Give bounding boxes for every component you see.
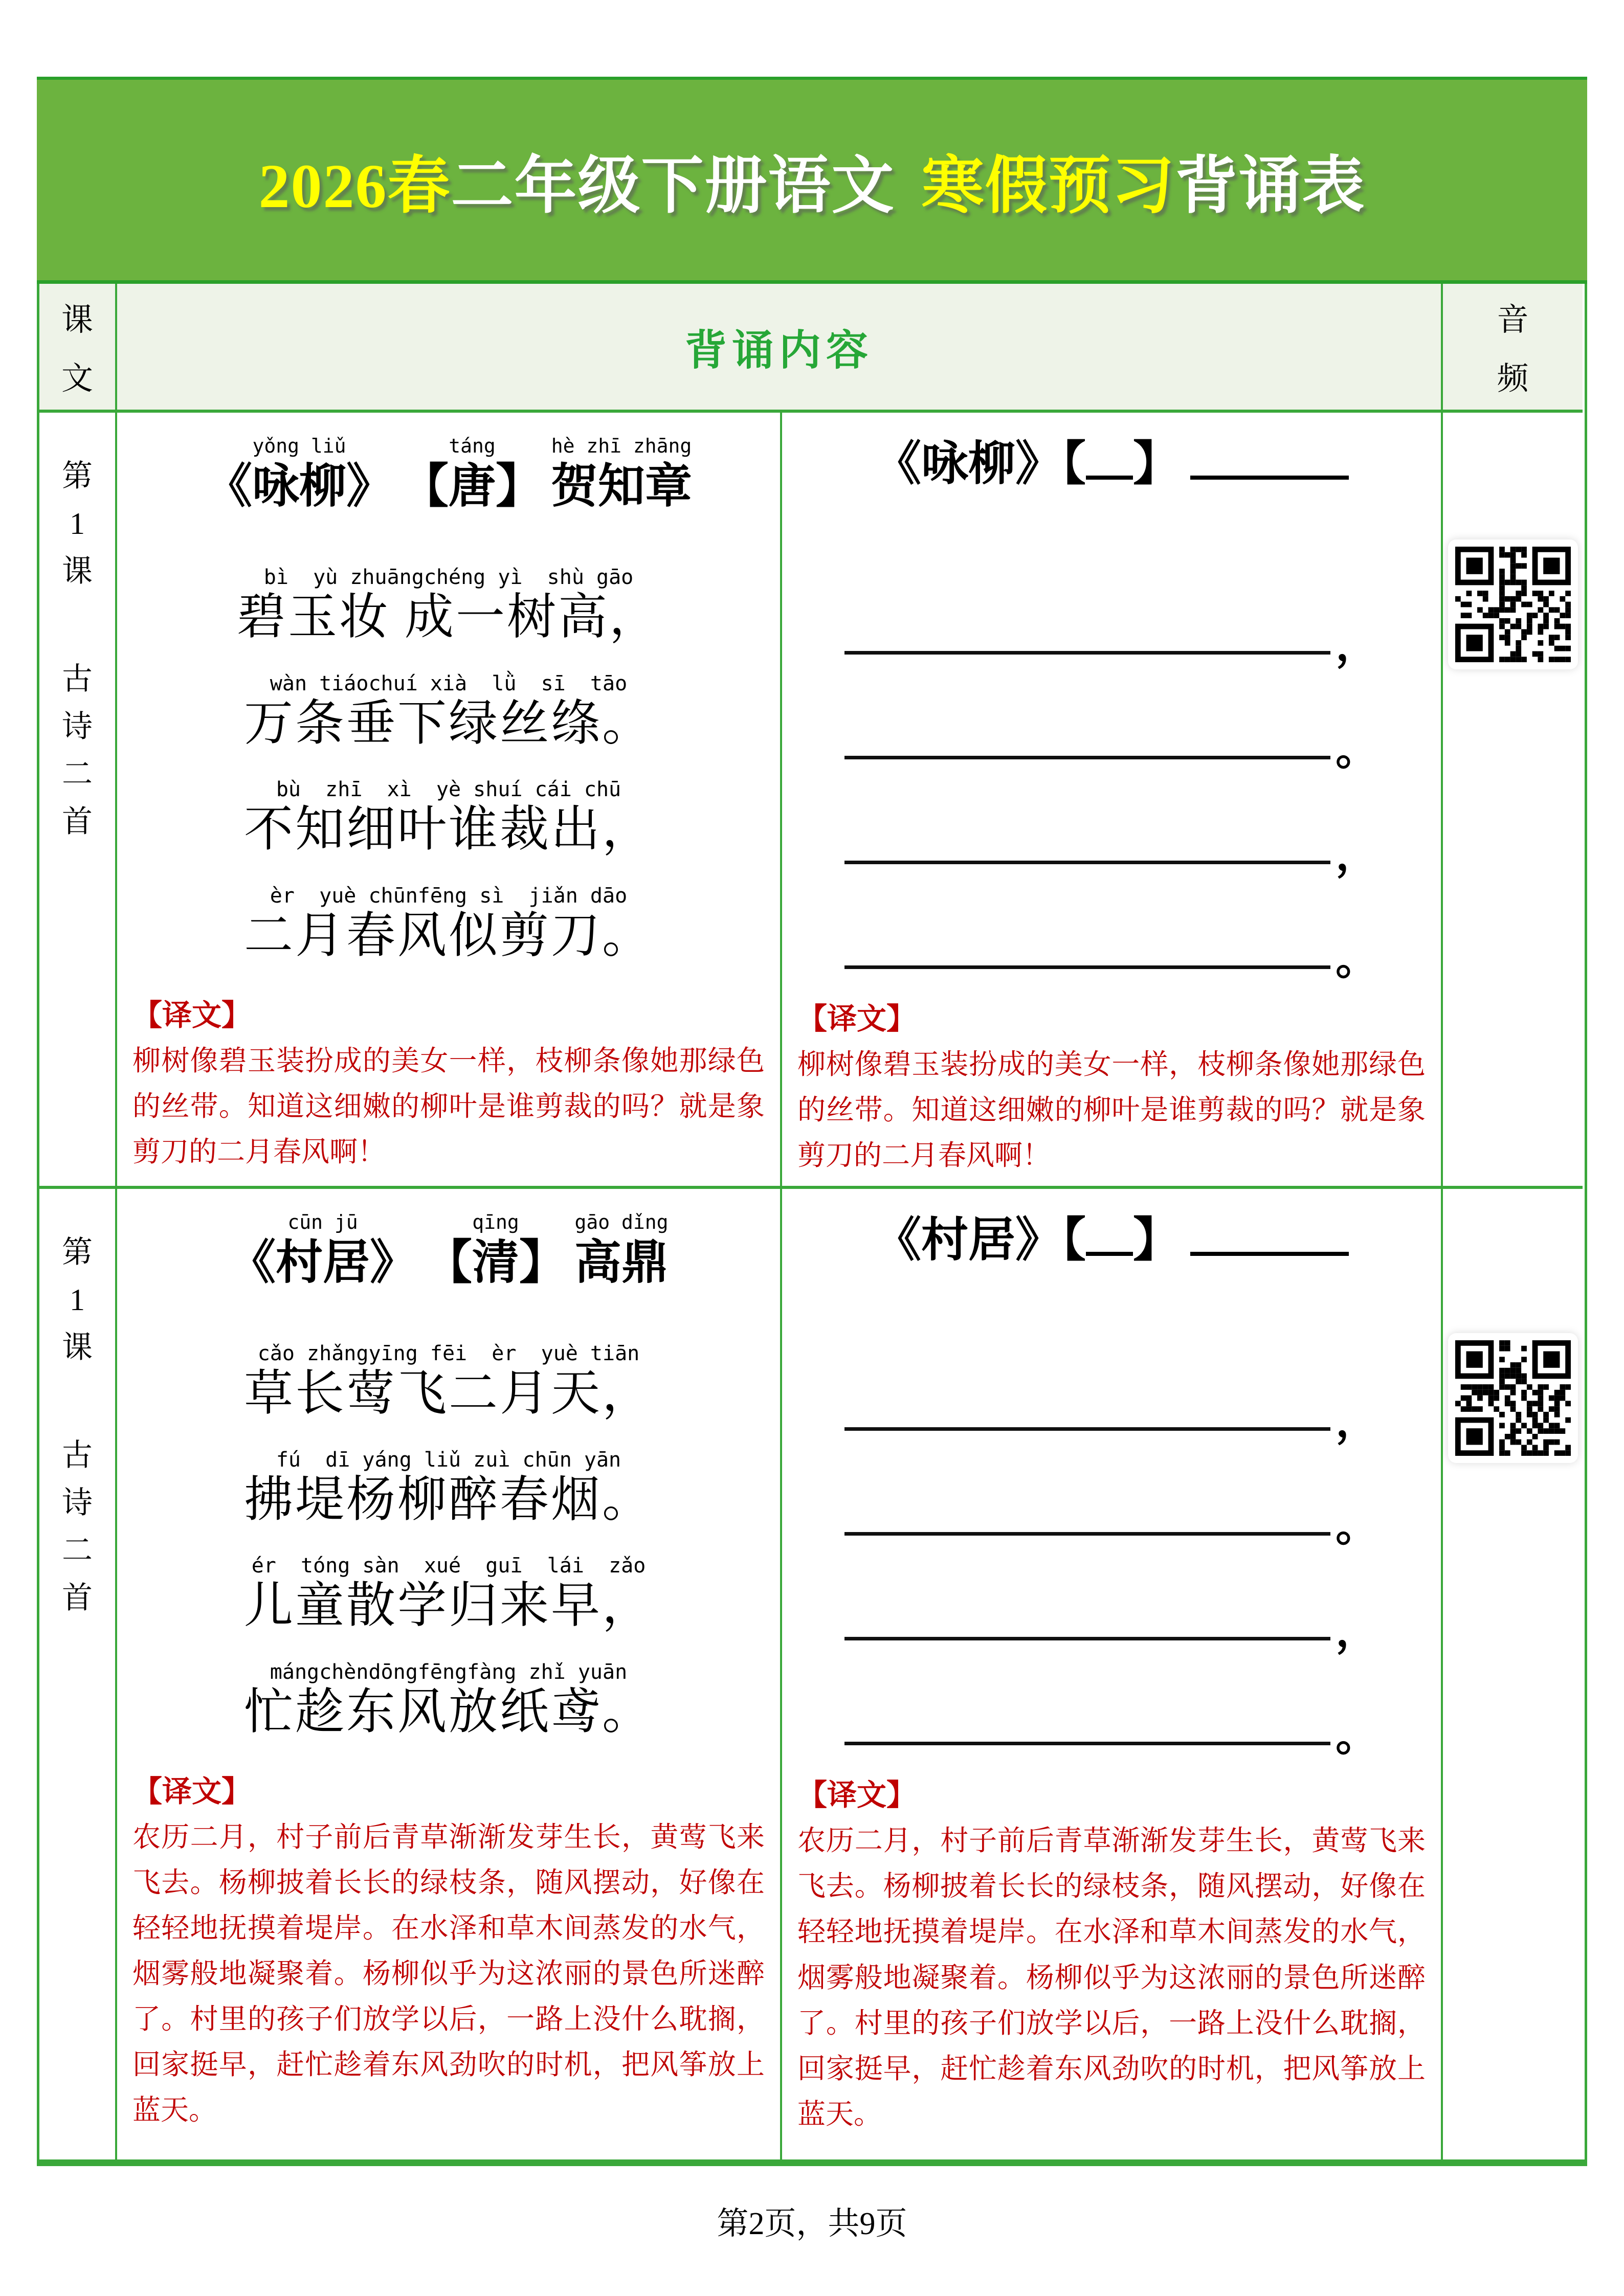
poem1-translation: [132, 991, 765, 1175]
poem-line-pinyin: mángchèndōngfēngfàng zhǐ yuān: [270, 1660, 628, 1684]
blank-row: [813, 553, 1410, 670]
poem-line-text: 不知细叶谁裁出，: [244, 802, 653, 857]
poem-line: [117, 1342, 780, 1420]
poem1-title-group: [205, 435, 393, 515]
blank-row: [813, 1329, 1410, 1446]
banner-part-holiday: 寒假预习: [921, 151, 1175, 221]
poem-line: [117, 672, 780, 750]
poem2-dynasty-group: [425, 1211, 566, 1291]
lesson2-title: 古诗二首: [62, 1438, 93, 1615]
poem-line: [117, 1449, 780, 1526]
fill-in-line[interactable]: [844, 1532, 1330, 1536]
line-punctuation: 。: [1335, 936, 1378, 984]
dynasty-blank-line[interactable]: [1086, 1219, 1133, 1256]
poem2-author-pinyin: gāo dǐng: [574, 1211, 669, 1233]
practice1-translation: [797, 995, 1426, 1178]
bracket-close: 】: [1133, 438, 1181, 490]
poem-line-pinyin: wàn tiáochuí xià lǜ sī tāo: [270, 671, 628, 695]
fill-in-line[interactable]: [844, 651, 1330, 655]
banner-title: [37, 77, 1587, 284]
poem2-lines: [117, 1342, 780, 1739]
translation-text: 农历二月，村子前后青草渐渐发芽生长，黄莺飞来飞去。杨柳披着长长的绿枝条，随风摆动，好像在轻轻地抚摸着堤岸。在水泽和草木间蒸发的水气，烟雾般地凝聚着。杨柳似乎为这浓丽的景色所迷醉了。村里的孩子们放学以后，一路上没什么耽搁，回家挺早，赶忙趁着东风劲吹的时机，把风筝放上蓝天。: [132, 1821, 765, 2126]
translation-text: 农历二月，村子前后青草渐渐发芽生长，黄莺飞来飞去。杨柳披着长长的绿枝条，随风摆动，好像在轻轻地抚摸着堤岸。在水泽和草木间蒸发的水气，烟雾般地凝聚着。杨柳似乎为这浓丽的景色所迷醉了。村里的孩子们放学以后，一路上没什么耽搁，回家挺早，赶忙趁着东风劲吹的时机，把风筝放上蓝天。: [797, 1825, 1426, 2130]
lesson1-title: 古诗二首: [62, 662, 93, 839]
page-number: 第2页，共9页: [717, 2207, 907, 2241]
poem2-title-pinyin: cūn jū: [287, 1211, 358, 1233]
poem-line: [117, 1661, 780, 1739]
blank-row: [813, 658, 1410, 775]
author-blank-line[interactable]: [1190, 443, 1349, 480]
fill-in-line[interactable]: [844, 1427, 1330, 1431]
line-punctuation: ，: [1335, 622, 1378, 670]
line-punctuation: 。: [1335, 1713, 1378, 1761]
poem1-title-pinyin: yǒng liǔ: [252, 435, 346, 457]
lesson1-number: 第1课: [62, 459, 93, 588]
lesson1-poem-cell: [117, 413, 782, 1189]
line-punctuation: 。: [1335, 1503, 1378, 1551]
header-audio-column: [1443, 284, 1583, 413]
practice2-title-line: [782, 1211, 1441, 1269]
fill-in-line[interactable]: [844, 1742, 1330, 1745]
poem2-title-group: [229, 1211, 417, 1291]
lesson2-audio-cell: [1443, 1189, 1583, 2159]
poem-line-pinyin: bù zhī xì yè shuí cái chū: [276, 778, 621, 802]
poem2-author-group: [574, 1211, 669, 1291]
line-punctuation: ，: [1335, 1608, 1378, 1656]
practice2-translation: [797, 1771, 1426, 2137]
poem2-author-text: 高鼎: [574, 1236, 669, 1289]
poem-line: [117, 778, 780, 856]
banner-part-table: 背诵表: [1175, 151, 1366, 221]
header-content-label: 背诵内容: [684, 327, 873, 374]
poem-line: [117, 1555, 780, 1632]
blank-row: [813, 1644, 1410, 1761]
poem-line: [117, 566, 780, 644]
poem1-dynasty-pinyin: táng: [449, 435, 496, 457]
poem1-dynasty-text: 【唐】: [401, 460, 543, 512]
translation-label: 【译文】: [797, 1002, 917, 1036]
practice2-title: 《村居》: [874, 1214, 1062, 1266]
author-blank-line[interactable]: [1190, 1219, 1349, 1256]
fill-in-line[interactable]: [844, 861, 1330, 864]
translation-label: 【译文】: [132, 1774, 252, 1808]
poem-line-text: 二月春风似剪刀。: [244, 908, 653, 963]
fill-in-line[interactable]: [844, 1637, 1330, 1640]
lesson1-label-cell: [39, 413, 117, 1189]
bracket-open: 【: [1062, 438, 1086, 490]
practice1-title: 《咏柳》: [874, 438, 1062, 490]
poem-line-pinyin: bì yù zhuāngchéng yì shù gāo: [263, 565, 634, 589]
poem1-author-pinyin: hè zhī zhāng: [551, 435, 692, 457]
fill-in-line[interactable]: [844, 756, 1330, 759]
poem-line-pinyin: fú dī yáng liǔ zuì chūn yān: [276, 1448, 621, 1472]
lesson1-practice-cell: [782, 413, 1443, 1189]
poem-line-text: 拂堤杨柳醉春烟。: [244, 1472, 653, 1527]
poem-line-pinyin: èr yuè chūnfēng sì jiǎn dāo: [270, 884, 628, 908]
header-content-column: [117, 284, 1443, 413]
blank-row: [813, 1539, 1410, 1656]
header-audio-label: 音频: [1497, 303, 1529, 396]
lesson1-audio-cell: [1443, 413, 1583, 1189]
poem1-dynasty-group: [402, 435, 543, 515]
poem-line-pinyin: ér tóng sàn xué guī lái zǎo: [251, 1554, 646, 1578]
poem1-lines: [117, 566, 780, 962]
recitation-table: [37, 284, 1587, 2166]
dynasty-blank-line[interactable]: [1086, 443, 1133, 480]
translation-text: 柳树像碧玉装扮成的美女一样，枝柳条像她那绿色的丝带。知道这细嫩的柳叶是谁剪裁的吗？就是象剪刀的二月春风啊！: [797, 1049, 1426, 1172]
poem-line-text: 草长莺飞二月天，: [244, 1365, 653, 1421]
blank-row: [813, 1434, 1410, 1551]
blank-row: [813, 867, 1410, 984]
poem-line: [117, 885, 780, 962]
lesson2-number: 第1课: [62, 1235, 93, 1364]
poem-line-text: 万条垂下绿丝绦。: [244, 695, 653, 751]
poem-line-text: 碧玉妆 成一树高，: [237, 589, 660, 644]
poem2-title-text: 《村居》: [228, 1236, 417, 1289]
audio-qr-code[interactable]: [1448, 539, 1578, 669]
poem1-author-text: 贺知章: [551, 460, 693, 512]
poem-line-pinyin: cǎo zhǎngyīng fēi èr yuè tiān: [257, 1341, 640, 1365]
bracket-close: 】: [1133, 1214, 1181, 1266]
poem1-author-group: [551, 435, 692, 515]
practice2-blank-lines: [782, 1329, 1441, 1761]
banner-part-grade: 二年级下册语文: [451, 151, 895, 221]
translation-label: 【译文】: [797, 1779, 917, 1812]
poem1-title-line: [117, 435, 780, 515]
fill-in-line[interactable]: [844, 965, 1330, 969]
blank-row: [813, 762, 1410, 880]
bracket-open: 【: [1062, 1214, 1086, 1266]
practice1-blank-lines: [782, 553, 1441, 984]
line-punctuation: ，: [1335, 831, 1378, 880]
lesson2-label-cell: [39, 1189, 117, 2159]
banner-part-year: 2026春: [258, 151, 451, 221]
poem-line-text: 儿童散学归来早，: [244, 1578, 653, 1633]
header-lesson-column: [39, 284, 117, 413]
lesson2-poem-cell: [117, 1189, 782, 2159]
poem2-dynasty-text: 【清】: [425, 1236, 566, 1289]
poem2-translation: [132, 1767, 765, 2133]
translation-text: 柳树像碧玉装扮成的美女一样，枝柳条像她那绿色的丝带。知道这细嫩的柳叶是谁剪裁的吗？就是象剪刀的二月春风啊！: [132, 1045, 765, 1167]
poem1-title-text: 《咏柳》: [205, 460, 393, 512]
translation-label: 【译文】: [132, 998, 252, 1032]
practice1-title-line: [782, 435, 1441, 492]
audio-qr-code[interactable]: [1448, 1333, 1578, 1463]
poem2-title-line: [117, 1211, 780, 1291]
line-punctuation: ，: [1335, 1398, 1378, 1446]
poem2-dynasty-pinyin: qīng: [472, 1211, 519, 1233]
poem-line-text: 忙趁东风放纸鸢。: [244, 1684, 653, 1739]
header-lesson-label: 课文: [61, 303, 93, 396]
lesson2-practice-cell: [782, 1189, 1443, 2159]
line-punctuation: 。: [1335, 727, 1378, 775]
